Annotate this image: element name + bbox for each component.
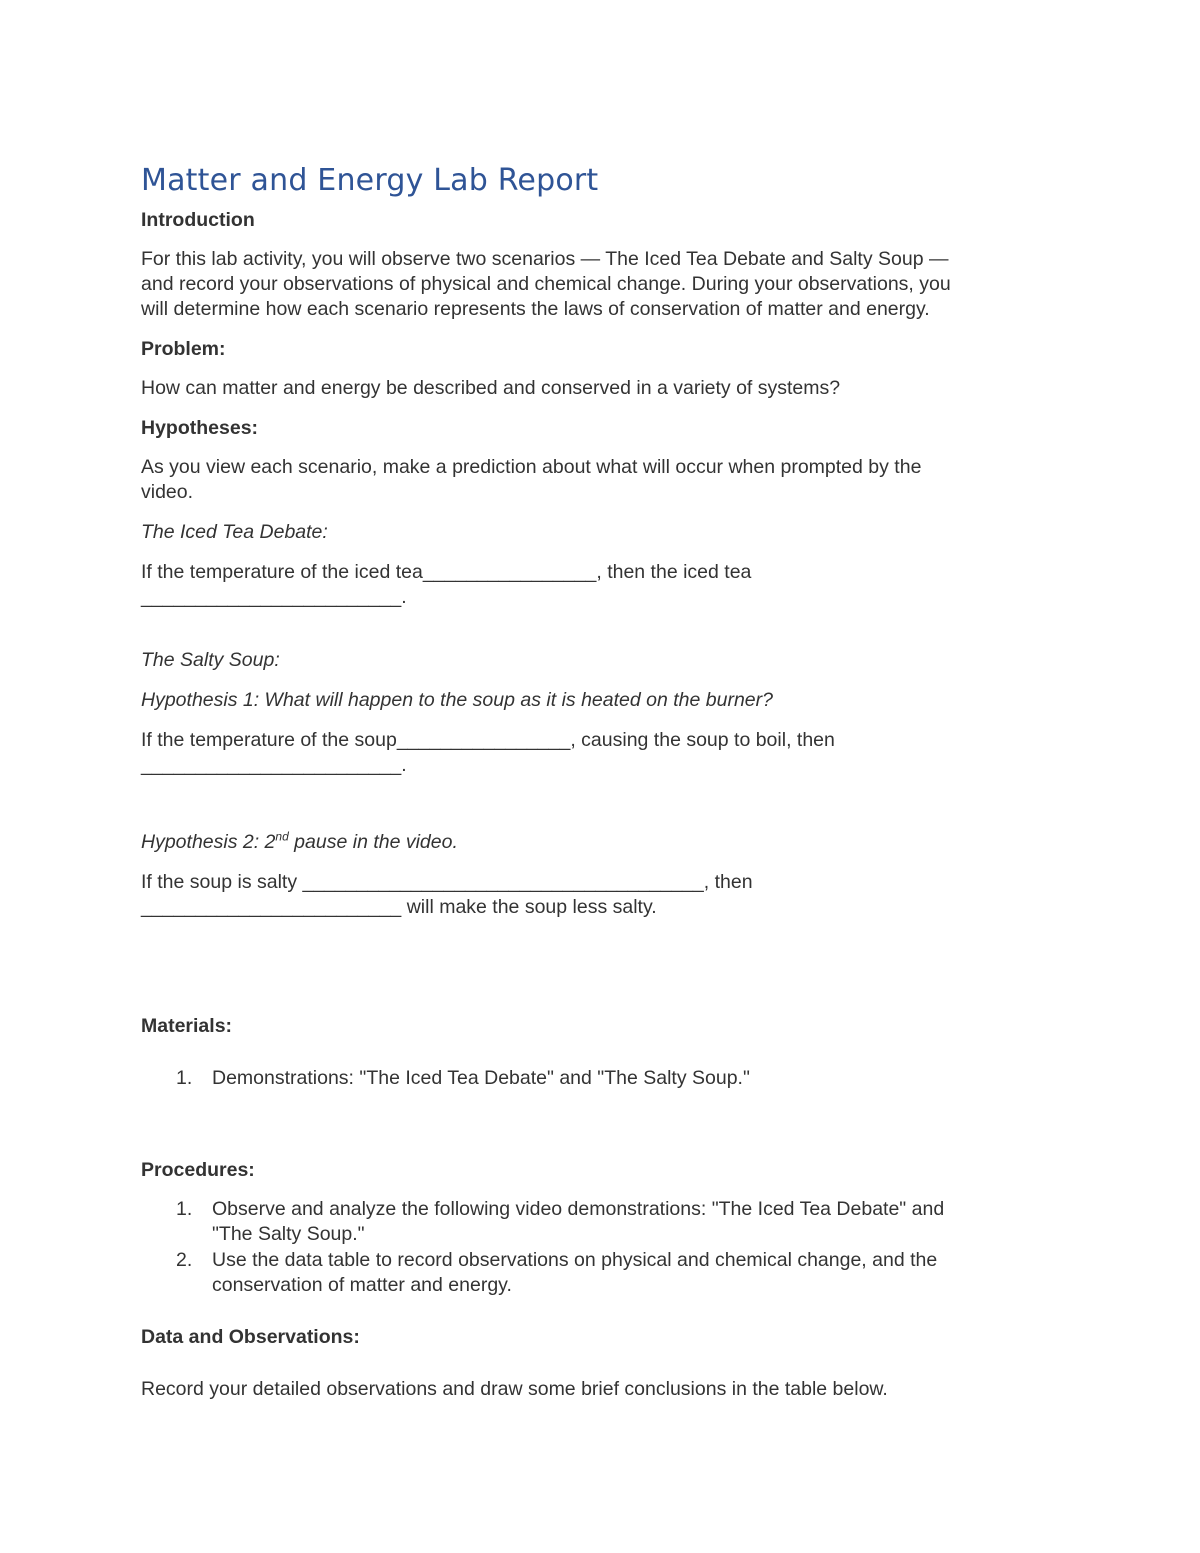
soup-fill-line: If the temperature of the soup________________, causing the soup to boil, then [141,729,835,751]
list-text [212,1248,937,1298]
introduction-line: For this lab activity, you will observe two scenarios — The Iced Tea Debate and Salty Soup — [141,248,949,270]
soup-fill-line: If the soup is salty _____________________________________, then [141,871,753,893]
introduction-line: will determine how each scenario represents the laws of conservation of matter and energy. [141,298,930,320]
list-number: 1. [176,1067,193,1089]
hypothesis-2-prefix: Hypothesis 2: 2 [141,831,276,853]
hypothesis-1-prompt: Hypothesis 1: What will happen to the soup as it is heated on the burner? [141,689,773,711]
list-text-line: conservation of matter and energy. [212,1274,512,1296]
hypotheses-intro-line: As you view each scenario, make a prediction about what will occur when prompted by the [141,456,922,478]
list-text-line: Observe and analyze the following video demonstrations: "The Iced Tea Debate" and [212,1198,945,1220]
hypotheses-intro [141,455,921,505]
document-title: Matter and Energy Lab Report [141,163,599,198]
introduction-line: and record your observations of physical and chemical change. During your observations, you [141,273,951,295]
iced-tea-hypothesis [141,560,751,610]
iced-tea-fill-line: ________________________. [141,586,407,608]
hypotheses-intro-line: video. [141,481,194,503]
list-number: 1. [176,1198,193,1220]
hypotheses-heading: Hypotheses: [141,417,259,439]
hypothesis-2-suffix: pause in the video. [288,831,458,853]
procedures-heading: Procedures: [141,1159,255,1181]
problem-text: How can matter and energy be described and conserved in a variety of systems? [141,377,841,399]
materials-heading: Materials: [141,1015,233,1037]
salty-soup-label: The Salty Soup: [141,649,280,671]
list-text-line: Use the data table to record observations on physical and chemical change, and the [212,1249,938,1271]
data-observations-text: Record your detailed observations and draw some brief conclusions in the table below. [141,1378,888,1400]
problem-heading: Problem: [141,338,226,360]
hypothesis-2-superscript: nd [275,829,289,844]
introduction-paragraph [141,247,951,322]
list-text-line: "The Salty Soup." [212,1223,365,1245]
soup-fill-line: ________________________. [141,754,407,776]
hypothesis-2-prompt [141,830,458,855]
list-number: 2. [176,1249,193,1271]
introduction-heading: Introduction [141,209,255,231]
hypothesis-2-statement [141,870,753,920]
list-text [212,1197,944,1247]
soup-fill-line: ________________________ will make the soup less salty. [141,896,657,918]
list-text: Demonstrations: "The Iced Tea Debate" and "The Salty Soup." [212,1067,750,1089]
hypothesis-1-statement [141,728,835,778]
iced-tea-label: The Iced Tea Debate: [141,521,328,543]
iced-tea-fill-line: If the temperature of the iced tea________________, then the iced tea [141,561,752,583]
data-observations-heading: Data and Observations: [141,1326,360,1348]
